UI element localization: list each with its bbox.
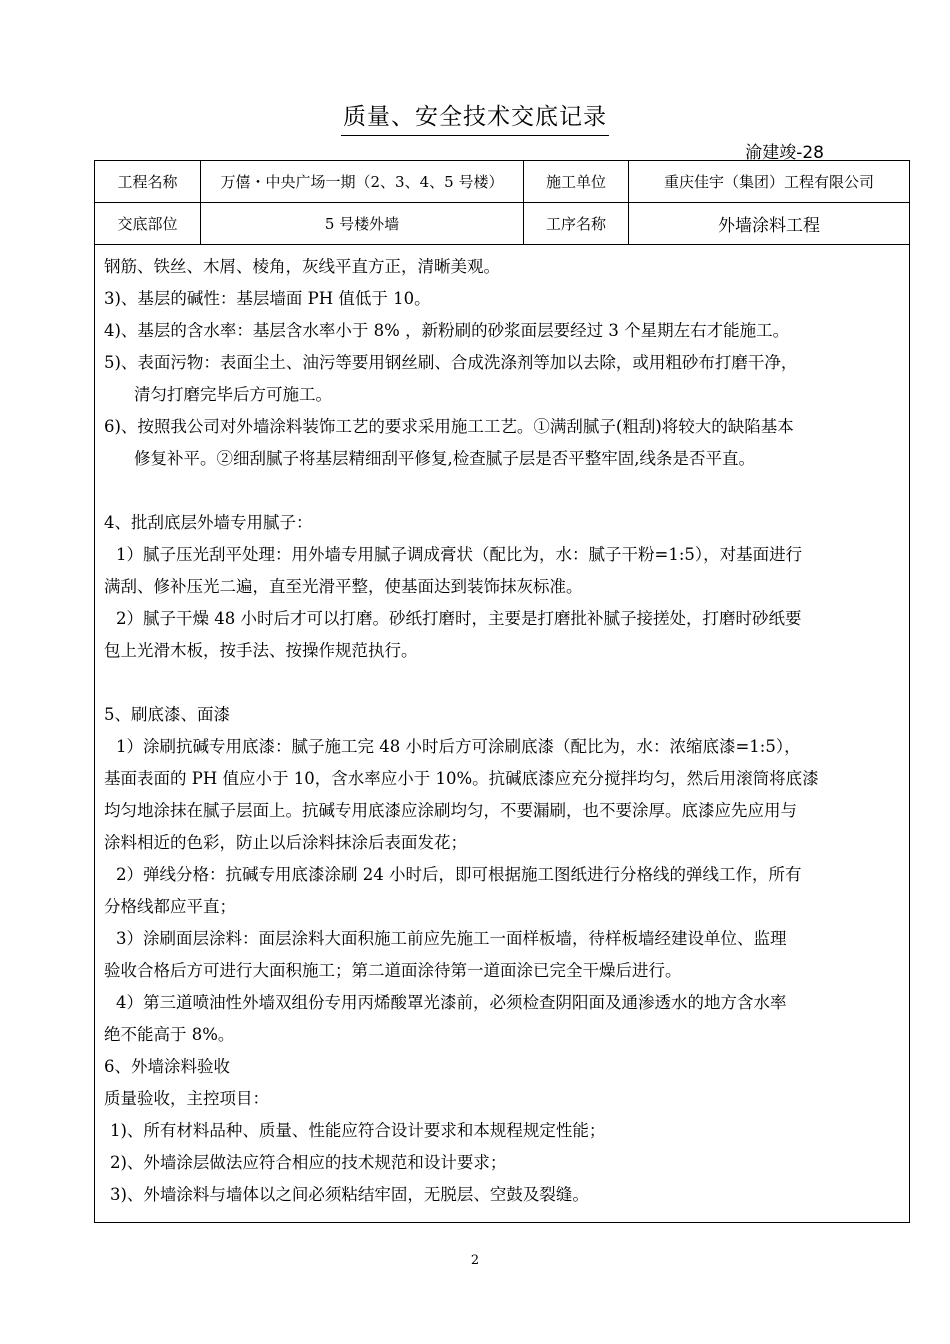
text-line: 5)、表面污物：表面尘土、油污等要用钢丝刷、合成洗涤剂等加以去除，或用粗砂布打磨干净， bbox=[104, 353, 798, 372]
process-value: 外墙涂料工程 bbox=[718, 216, 820, 236]
header-row-1 bbox=[95, 161, 909, 203]
contractor-label: 施工单位 bbox=[524, 161, 629, 202]
text-line: 均匀地涂抹在腻子层面上。抗碱专用底漆应涂刷均匀，不要漏刷，也不要涂厚。底漆应先应用与 bbox=[104, 801, 797, 820]
text-line: 1）涂刷抗碱专用底漆：腻子施工完 48 小时后方可涂刷底漆（配比为，水：浓缩底漆=1:5）， bbox=[116, 737, 801, 756]
text-line: 1)、所有材料品种、质量、性能应符合设计要求和本规程规定性能； bbox=[110, 1121, 606, 1140]
text-line: 2)、外墙涂层做法应符合相应的技术规范和设计要求； bbox=[110, 1153, 507, 1172]
project-name-label: 工程名称 bbox=[95, 161, 201, 202]
section-heading: 4、批刮底层外墙专用腻子： bbox=[104, 513, 313, 532]
text-line: 验收合格后方可进行大面积施工；第二道面涂待第一道面涂已完全干燥后进行。 bbox=[104, 961, 682, 980]
section-heading: 5、刷底漆、面漆 bbox=[104, 705, 230, 724]
text-line: 钢筋、铁丝、木屑、棱角，灰线平直方正，清晰美观。 bbox=[104, 257, 500, 276]
text-line: 2）弹线分格：抗碱专用底漆涂刷 24 小时后，即可根据施工图纸进行分格线的弹线工作，所有 bbox=[116, 865, 802, 884]
text-line: 3)、基层的碱性：基层墙面 PH 值低于 10。 bbox=[104, 289, 431, 308]
text-line: 绝不能高于 8%。 bbox=[104, 1025, 235, 1044]
location-value: 5 号楼外墙 bbox=[201, 203, 524, 244]
location-label: 交底部位 bbox=[95, 203, 201, 244]
text-line: 2）腻子干燥 48 小时后才可以打磨。砂纸打磨时，主要是打磨批补腻子接搓处，打磨时砂纸要 bbox=[116, 609, 802, 628]
header-row-2 bbox=[95, 203, 909, 245]
text-line: 分格线都应平直； bbox=[104, 897, 236, 916]
document-code: 渝建竣-28 bbox=[745, 143, 824, 163]
text-line: 清匀打磨完毕后方可施工。 bbox=[134, 385, 332, 404]
document-title: 质量、安全技术交底记录 bbox=[0, 98, 950, 131]
text-line: 满刮、修补压光二遍，直至光滑平整，使基面达到装饰抹灰标准。 bbox=[104, 577, 583, 596]
text-line: 3)、外墙涂料与墙体以之间必须粘结牢固，无脱层、空鼓及裂缝。 bbox=[110, 1185, 589, 1204]
text-line: 涂料相近的色彩，防止以后涂料抹涂后表面发花； bbox=[104, 833, 467, 852]
text-line: 修复补平。②细刮腻子将基层精细刮平修复,检查腻子层是否平整牢固,线条是否平直。 bbox=[134, 449, 755, 468]
page-number: 2 bbox=[470, 1253, 480, 1268]
disclosure-content bbox=[104, 251, 904, 1211]
record-table bbox=[94, 160, 910, 1223]
project-name-value: 万僖・中央广场一期（2、3、4、5 号楼） bbox=[201, 161, 524, 202]
text-line: 6)、按照我公司对外墙涂料装饰工艺的要求采用施工工艺。①满刮腻子(粗刮)将较大的缺陷基本 bbox=[104, 417, 794, 436]
text-line: 质量验收，主控项目： bbox=[104, 1089, 269, 1108]
section-heading: 6、外墙涂料验收 bbox=[104, 1057, 230, 1076]
text-line: 4)、基层的含水率：基层含水率小于 8% ，新粉刷的砂浆面层要经过 3 个星期左右才能施工。 bbox=[104, 321, 790, 340]
text-line: 1）腻子压光刮平处理：用外墙专用腻子调成膏状（配比为，水：腻子干粉=1:5），对基面进行 bbox=[116, 545, 803, 564]
process-label: 工序名称 bbox=[524, 203, 629, 244]
text-line: 基面表面的 PH 值应小于 10，含水率应小于 10%。抗碱底漆应充分搅拌均匀，然后用滚筒将底漆 bbox=[104, 769, 819, 788]
contractor-value: 重庆佳宇（集团）工程有限公司 bbox=[663, 173, 874, 191]
text-line: 3）涂刷面层涂料：面层涂料大面积施工前应先施工一面样板墙，待样板墙经建设单位、监理 bbox=[116, 929, 787, 948]
text-line: 4）第三道喷油性外墙双组份专用丙烯酸罩光漆前，必须检查阴阳面及通渗透水的地方含水率 bbox=[116, 993, 787, 1012]
text-line: 包上光滑木板，按手法、按操作规范执行。 bbox=[104, 641, 418, 660]
